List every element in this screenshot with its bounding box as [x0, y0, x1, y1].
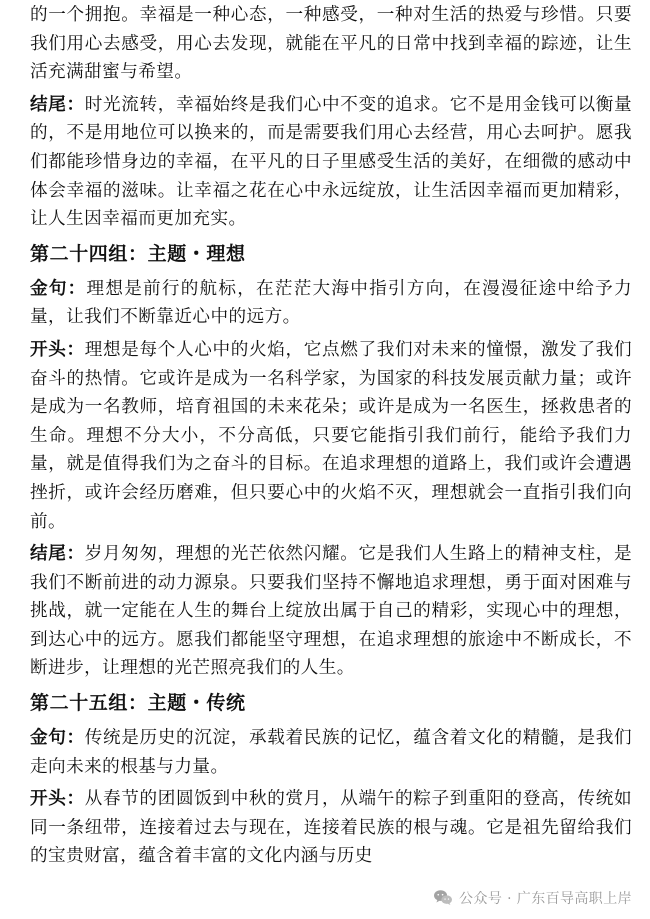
paragraph-text: 理想是每个人心中的火焰，它点燃了我们对未来的憧憬，激发了我们奋斗的热情。它或许是成为一名科学家，为国家的科技发展贡献力量；或许是成为一名教师，培育祖国的未来花朵；或许是成为一名医生，拯救患者的生命。理想不分大小，不分高低，只要它能指引我们前行，能给予我们力量，就是值得我们为之奋斗的目标。在追求理想的道路上，我们或许会遭遇挫折，或许会经历磨难，但只要心中的火焰不灭，理想就会一直指引我们向前。 [30, 339, 632, 532]
paragraph-label: 结尾： [30, 94, 85, 115]
wechat-icon [433, 889, 453, 907]
paragraph-text: 从春节的团圆饭到中秋的赏月，从端午的粽子到重阳的登高，传统如同一条纽带，连接着过去与现在，连接着民族的根与魂。它是祖先留给我们的宝贵财富，蕴含着丰富的文化内涵与历史 [30, 789, 632, 867]
watermark [433, 885, 632, 911]
paragraph-ideal-opening [30, 336, 632, 536]
paragraph-tradition-opening [30, 785, 632, 871]
paragraph-tradition-quote [30, 724, 632, 781]
paragraph-happiness-ending [30, 91, 632, 234]
paragraph-label: 结尾： [30, 544, 85, 565]
paragraph-text: 岁月匆匆，理想的光芒依然闪耀。它是我们人生路上的精神支柱，是我们不断前进的动力源泉。只要我们坚持不懈地追求理想，勇于面对困难与挑战，就一定能在人生的舞台上绽放出属于自己的精彩，实现心中的理想，到达心中的远方。愿我们都能坚守理想，在追求理想的旅途中不断成长，不断进步，让理想的光芒照亮我们的人生。 [30, 544, 632, 679]
section-heading-ideal: 第二十四组：主题・理想 [30, 242, 246, 265]
section-heading-tradition: 第二十五组：主题・传统 [30, 692, 246, 715]
paragraph-label: 金句： [30, 728, 85, 749]
paragraph-ideal-quote [30, 275, 632, 332]
paragraph-ideal-ending [30, 540, 632, 683]
paragraph-text: 的一个拥抱。幸福是一种心态，一种感受，一种对生活的热爱与珍惜。只要我们用心去感受，用心去发现，就能在平凡的日常中找到幸福的踪迹，让生活充满甜蜜与希望。 [30, 5, 632, 83]
paragraph-text: 理想是前行的航标，在茫茫大海中指引方向，在漫漫征途中给予力量，让我们不断靠近心中的远方。 [30, 278, 632, 328]
paragraph-text: 传统是历史的沉淀，承载着民族的记忆，蕴含着文化的精髓，是我们走向未来的根基与力量。 [30, 728, 632, 777]
paragraph-happiness-continuation [30, 1, 632, 87]
paragraph-text: 时光流转，幸福始终是我们心中不变的追求。它不是用金钱可以衡量的，不是用地位可以换来的，而是需要我们用心去经营，用心去呵护。愿我们都能珍惜身边的幸福，在平凡的日子里感受生活的美好，在细微的感动中体会幸福的滋味。让幸福之花在心中永远绽放，让生活因幸福而更加精彩，让人生因幸福而更加充实。 [30, 94, 632, 230]
watermark-text: 公众号 · 广东百导高职上岸 [459, 891, 632, 907]
paragraph-label: 金句： [30, 278, 87, 299]
paragraph-label: 开头： [30, 789, 85, 810]
paragraph-label: 开头： [30, 339, 85, 360]
